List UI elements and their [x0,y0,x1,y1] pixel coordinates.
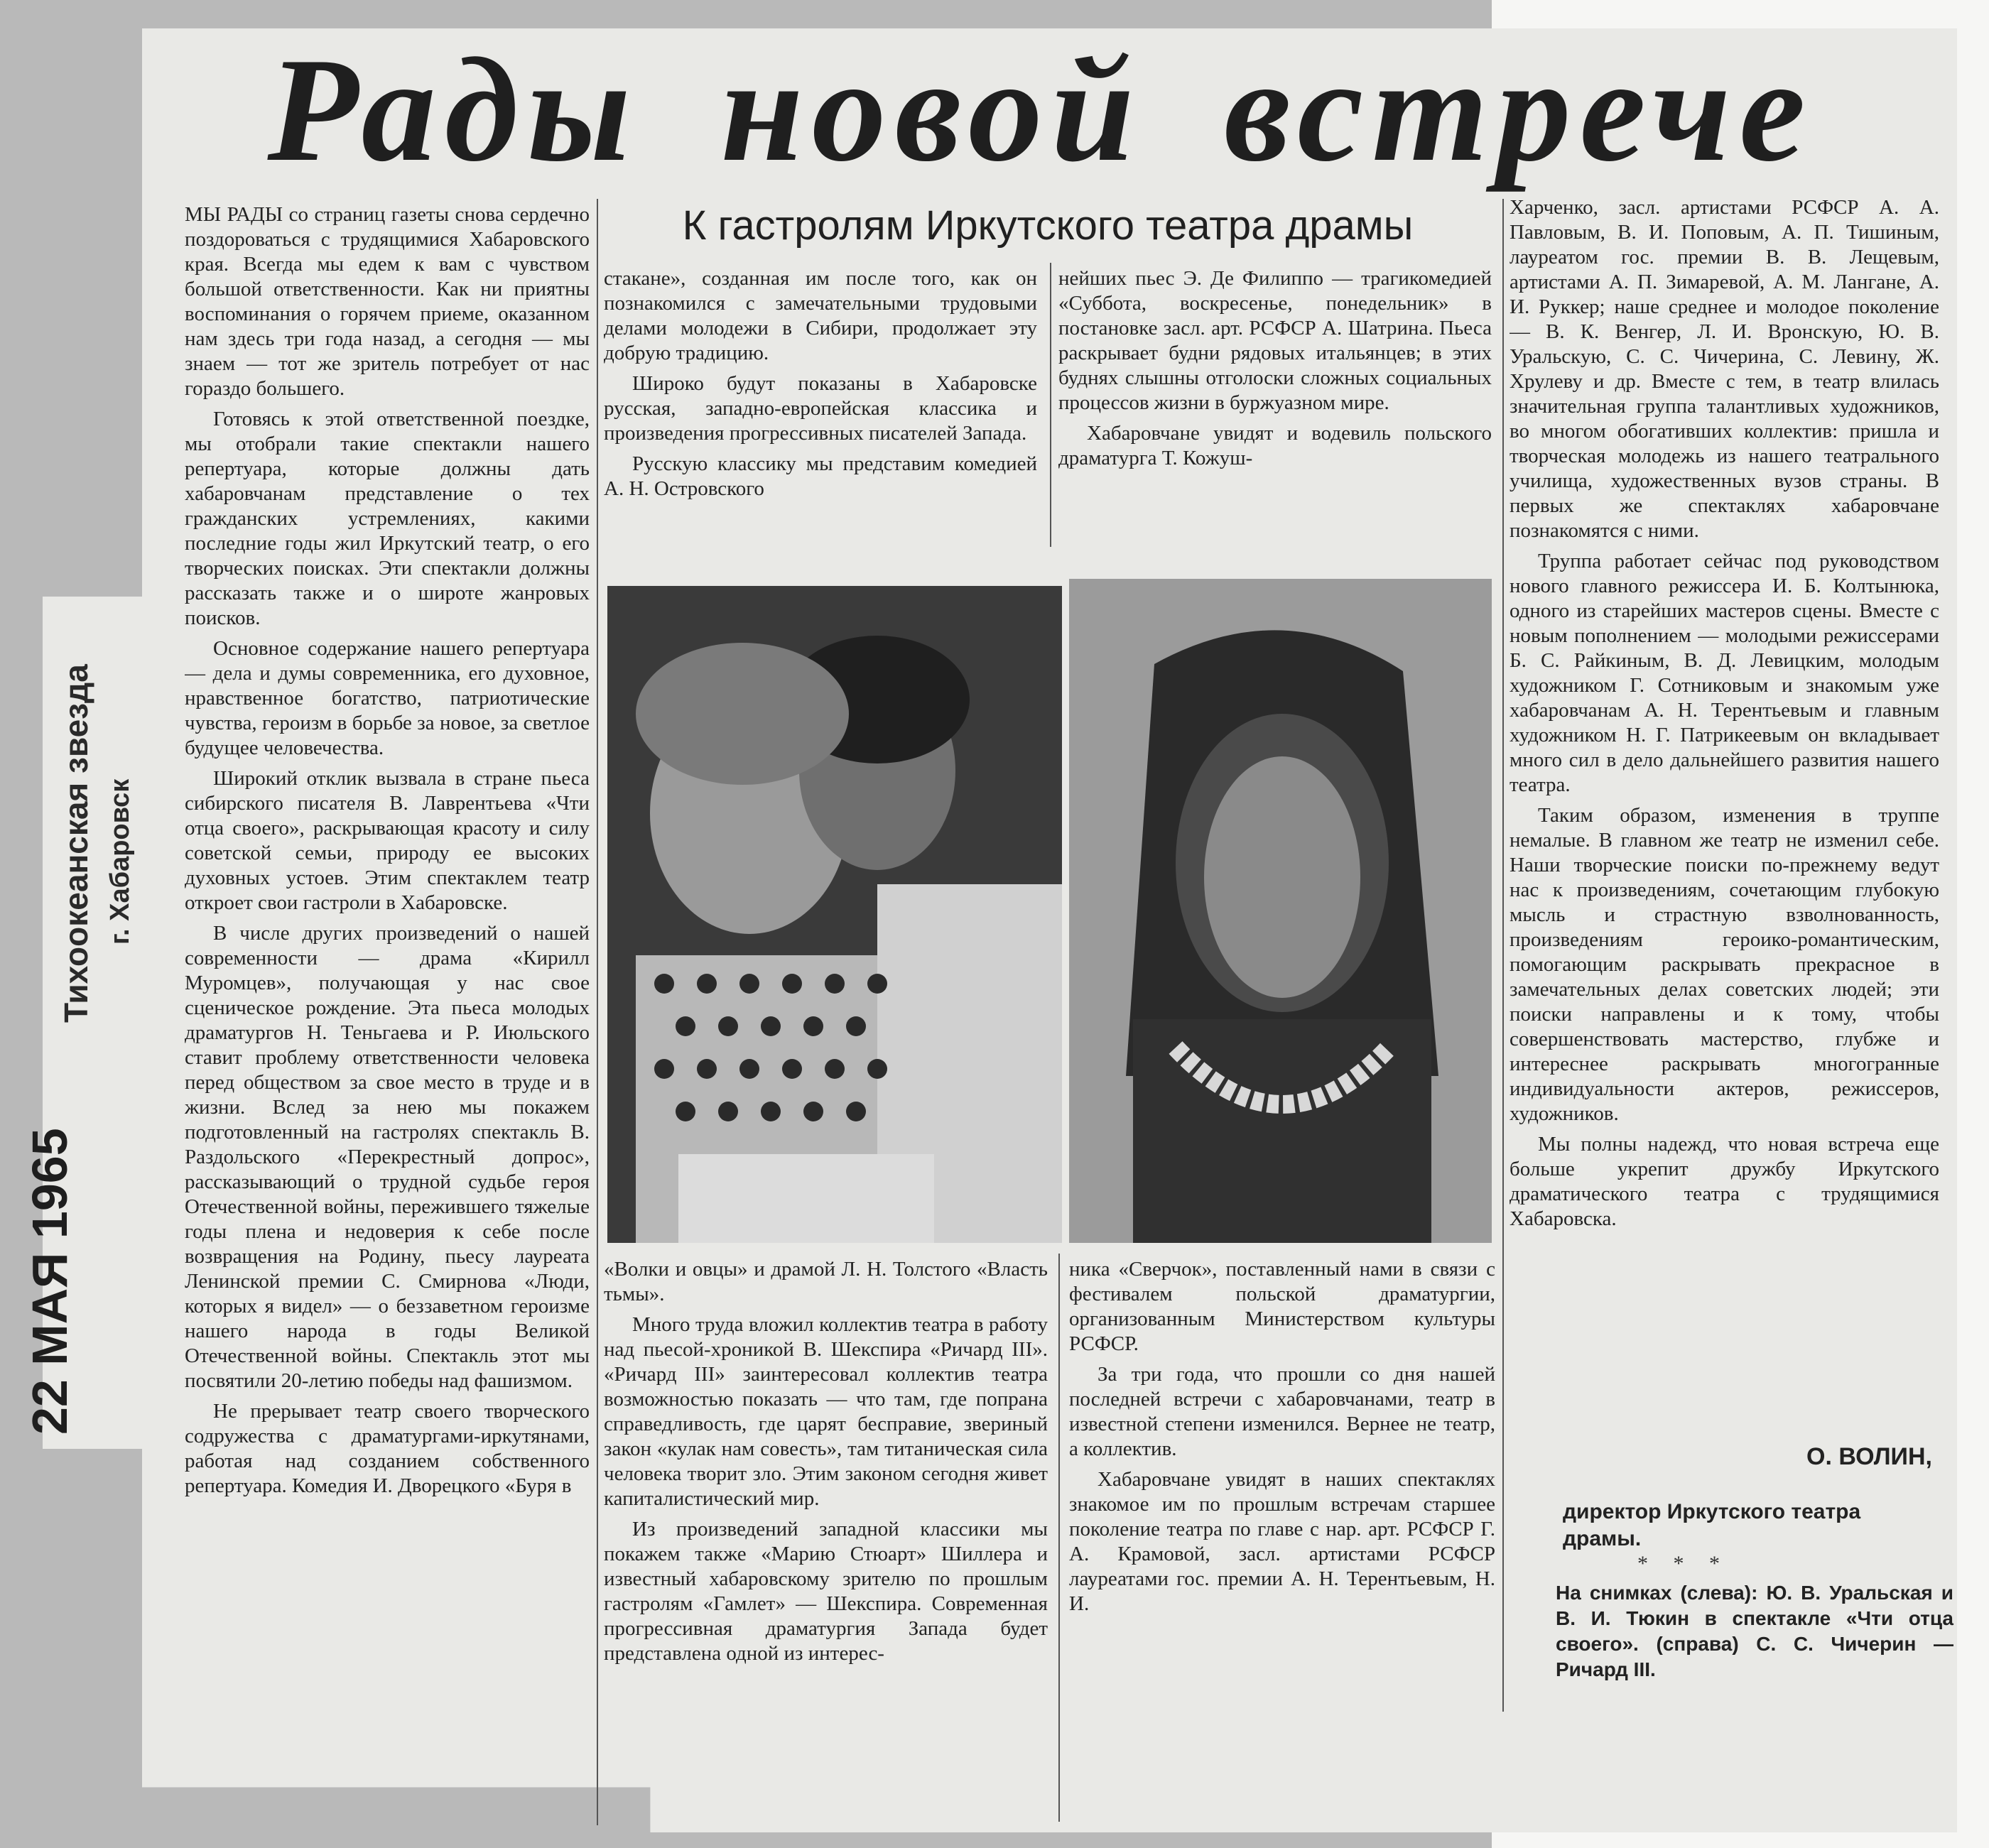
column-4 [1510,195,1939,1438]
paragraph: За три года, что прошли со дня нашей последней встречи с хабаровчанами, театр в известной степени изменился. Вернее не театр, а коллектив. [1069,1363,1495,1460]
column-divider [597,199,598,1825]
paragraph: «Волки и овцы» и драмой Л. Н. Толстого «Власть тьмы». [604,1258,1048,1305]
author-title: директор Иркутского театра драмы. [1563,1500,1861,1550]
paragraph: Труппа работает сейчас под руководством нового главного режиссера И. Б. Колтынюка, одного из старейших мастеров сцены. Вместе с новым пополнением — молодыми режиссерами Б. С. Райкиным, В. Д. Левицким, молодым художником Г. Сотниковым и знакомым уже хабаровчанам А. Н. Терентьевым и главным художником Н. Г. Патрикеевым он вкладывает много сил в дело дальнейшего развития нашего театра. [1510,550,1939,796]
paragraph: Русскую классику мы представим комедией А. Н. Островского [604,452,1037,500]
headline: Рады новой встрече [267,28,1814,192]
paragraph: нейших пьес Э. Де Филиппо — трагикомедией «Суббота, воскресенье, понедельник» в постановке засл. арт. РСФСР А. Шатрина. Пьеса раскрывает будни рядовых итальянцев; в этих буднях слышны отголоски сложных социальных процессов жизни в буржуазном мире. [1058,267,1492,414]
column-3-bottom [1069,1257,1495,1740]
paragraph: Таким образом, изменения в труппе немалые. В главном же театр не изменил себе. Наши творческие поиски по-прежнему ведут нас к произведениям, сочетающим глубокую мысль и страстную взволнованность, произведениям героико-романтическим, помогающим раскрывать прекрасное в замечательных делах советских людей; эти поиски направлены и к тому, чтобы совершенствовать мастерство, глубже и интереснее раскрывать многогранные индивидуальности актеров, режиссеров, художников. [1510,804,1939,1125]
column-2-bottom [604,1257,1048,1825]
column-2-top [604,266,1037,543]
paragraph: Не прерывает театр своего творческого содружества с драматургами-иркутянами, работая над созданием собственного репертуара. Комедия И. Дворецкого «Буря в [185,1400,590,1497]
column-divider [1502,199,1504,1712]
paragraph: стакане», созданная им после того, как он познакомился с замечательными трудовыми делами молодежи в Сибири, продолжает эту добрую традицию. [604,267,1037,364]
column-3-top [1058,266,1492,543]
paragraph: ника «Сверчок», поставленный нами в связи с фестивалем польской драматургии, организованным Министерством культуры РСФСР. [1069,1258,1495,1355]
stamp-city: г. Хабаровск [105,778,135,945]
paragraph: Готовясь к этой ответственной поездке, мы отобрали такие спектакли нашего репертуара, которые должны дать хабаровчанам представление о тех гражданских устремлениях, какими последние годы жил Иркутский театр, о его творческих поисках. Эти спектакли должны рассказать также и о широте жанровых поисков. [185,408,590,629]
paragraph: Широко будут показаны в Хабаровске русская, западно-европейская классика и произведения прогрессивных писателей Запада. [604,372,1037,445]
photo-caption: На снимках (слева): Ю. В. Уральская и В. И. Тюкин в спектакле «Чти отца своего». (справа) С. С. Чичерин — Ричард III. [1556,1582,1953,1680]
paragraph: В числе других произведений о нашей современности — драма «Кирилл Муромцев», получающая у нас свое сценическое рождение. Эта пьеса молодых драматургов Н. Теньгаева и Р. Июльского ставит проблему ответственности человека перед обществом за свое место в труде и в жизни. Вслед за нею мы покажем подготовленный на гастролях спектакль В. Раздольского «Перекрестный допрос», рассказывающий о трудной судьбе героя Отечественной войны, пережившего тяжелые годы плена и недоверия к себе после возвращения на Родину, пьесу лауреата Ленинской премии С. Смирнова «Люди, которых я видел» — о беззаветном героизме нашего народа в годы Великой Отечественной войны. Спектакль этот мы посвятили 20-летию победы над фашизмом. [185,922,590,1392]
author-name: О. ВОЛИН, [1806,1443,1932,1470]
column-divider [1058,1254,1060,1822]
paragraph: МЫ РАДЫ со страниц газеты снова сердечно поздороваться с трудящимися Хабаровского края. Всегда мы едем к вам с чувством большой ответственности. Как ни приятны воспоминания о горячем приеме, оказанном нам здесь три года назад, а сегодня — мы знаем — тот же зритель потребует от нас гораздо большего. [185,203,590,400]
stamp-date: 22 МАЯ 1965 [22,1128,77,1435]
paragraph: Харченко, засл. артистами РСФСР А. А. Павловым, В. И. Поповым, А. П. Тишиным, лауреатом гос. премии В. В. Лещевым, артистами А. П. Зимаревой, А. М. Лангане, А. И. Руккер; наше среднее и молодое поколение — В. К. Венгер, Л. И. Вронскую, Ю. В. Уральскую, С. С. Чичерина, С. Левину, Ж. Хрулеву и др. Вместе с тем, в театр влилась значительная группа талантливых художников, во многом обогативших коллектив: пришла и творческая молодежь из нашего театрального училища, художественных вузов страны. В первых же спектаклях хабаровчане познакомятся с ними. [1510,196,1939,542]
stamp-newspaper: Тихоокеанская звезда [58,664,94,1023]
paragraph: Мы полны надежд, что новая встреча еще больше укрепит дружбу Иркутского драматического театра с трудящимися Хабаровска. [1510,1133,1939,1230]
paragraph: Хабаровчане увидят и водевиль польского драматурга Т. Кожуш- [1058,422,1492,469]
photo-right [1069,579,1492,1243]
subheadline: К гастролям Иркутского театра драмы [682,202,1414,249]
paragraph: Из произведений западной классики мы покажем также «Марию Стюарт» Шиллера и известный хабаровскому зрителю по прошлым гастролям «Гамлет» — Шекспира. Современная прогрессивная драматургия Запада будет представлена одной из интерес- [604,1518,1048,1665]
column-divider [1050,263,1051,547]
paragraph: Широкий отклик вызвала в стране пьеса сибирского писателя В. Лаврентьева «Чти отца своего», раскрывающая красоту и силу советской семьи, природу ее высоких духовных устоев. Этим спектаклем театр откроет свои гастроли в Хабаровске. [185,767,590,914]
photo-left [607,586,1062,1243]
column-1 [185,202,590,1818]
photo-right-image [1069,579,1492,1243]
paragraph: Основное содержание нашего репертуара — дела и думы современника, его духовное, нравственное богатство, патриотические чувства, героизм в борьбе за новое, за светлое будущее человечества. [185,637,590,759]
photo-left-image [607,586,1062,1243]
separator-stars: * * * [1637,1552,1730,1575]
paragraph: Много труда вложил коллектив театра в работу над пьесой-хроникой В. Шекспира «Ричард III». «Ричард III» заинтересовал коллектив театра возможностью показать — что там, где попрана справедливость, где царят бесправие, звериный закон «кулак нам совесть», там титаническая сила человека творит зло. Этим законом сегодня живет капиталистический мир. [604,1313,1048,1510]
paragraph: Хабаровчане увидят в наших спектаклях знакомое им по прошлым встречам старшее поколение театра по главе с нар. арт. РСФСР Г. А. Крамовой, засл. артистами РСФСР лауреатами гос. премии А. Н. Терентьевым, Н. И. [1069,1468,1495,1615]
